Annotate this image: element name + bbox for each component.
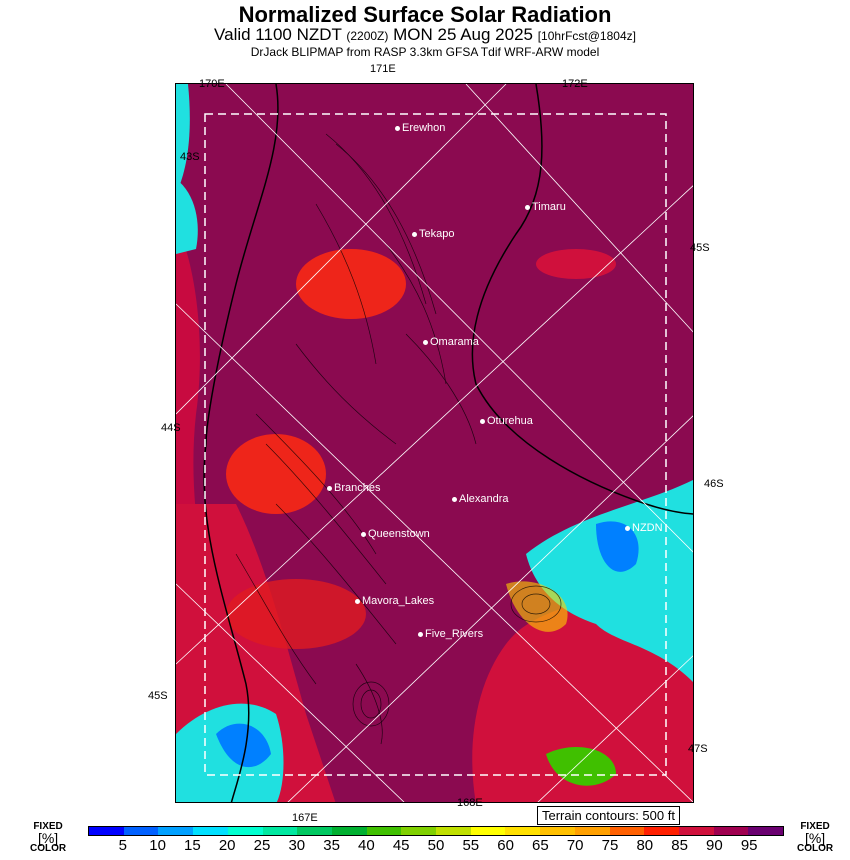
solar-radiation-map (176, 84, 694, 803)
color-swatch (263, 827, 298, 835)
town-marker (480, 415, 533, 427)
town-dot (327, 486, 332, 491)
color-text: COLOR (30, 843, 67, 854)
color-swatch (436, 827, 471, 835)
color-scale-bar (88, 826, 784, 836)
high-patch (536, 249, 616, 279)
lon-label-171e: 171E (370, 63, 396, 75)
percent-unit: [%] (37, 830, 59, 846)
town-marker (412, 228, 454, 240)
color-scale-tick-label: 50 (427, 837, 445, 854)
color-scale-tick-label: 25 (253, 837, 271, 854)
lat-label-47s: 47S (688, 743, 708, 755)
town-dot (361, 532, 366, 537)
town-label: Timaru (532, 201, 566, 213)
lon-label-168e: 168E (457, 797, 483, 809)
town-label: Oturehua (487, 415, 533, 427)
town-label: Erewhon (402, 122, 446, 134)
high-patch (226, 579, 366, 649)
color-swatch (367, 827, 402, 835)
color-swatch (505, 827, 540, 835)
town-marker (327, 482, 380, 494)
town-marker (355, 595, 434, 607)
lon-label-172e: 172E (562, 78, 588, 90)
color-scale-tick-label: 20 (218, 837, 236, 854)
color-swatch (228, 827, 263, 835)
color-scale-tick-label: 85 (671, 837, 688, 854)
town-label: Queenstown (368, 528, 430, 540)
high-patch (226, 434, 326, 514)
color-swatch (540, 827, 575, 835)
town-label: Mavora_Lakes (362, 595, 435, 607)
lon-label-170e: 170E (199, 78, 225, 90)
town-dot (423, 340, 428, 345)
color-swatch (575, 827, 610, 835)
color-scale-tick-label: 40 (358, 837, 375, 854)
valid-date: MON 25 Aug 2025 (393, 25, 533, 44)
color-scale-tick-label: 95 (740, 837, 758, 854)
color-scale-tick-label: 80 (636, 837, 654, 854)
valid-time: Valid 1100 NZDT (214, 25, 342, 44)
lat-label-45s-left: 45S (148, 690, 168, 702)
color-scale-tick-label: 55 (462, 837, 480, 854)
color-swatch (158, 827, 193, 835)
color-scale-tick-label: 60 (497, 837, 514, 854)
color-swatch (714, 827, 749, 835)
color-scale-tick-label: 30 (288, 837, 306, 854)
color-scale-tick-label: 65 (532, 837, 549, 854)
lat-label-44s: 44S (161, 422, 181, 434)
percent-unit: [%] (804, 830, 826, 846)
color-swatch (644, 827, 679, 835)
town-label: Omarama (430, 336, 479, 348)
town-marker (525, 201, 566, 213)
color-swatch (679, 827, 714, 835)
lat-label-45s-right: 45S (690, 242, 710, 254)
utc-time: (2200Z) (346, 29, 389, 43)
color-scale-tick-label: 45 (392, 837, 410, 854)
lat-label-43s: 43S (180, 151, 200, 163)
town-dot (625, 526, 630, 531)
color-text: COLOR (797, 843, 834, 854)
color-swatch (89, 827, 124, 835)
town-marker (625, 522, 663, 534)
color-swatch (471, 827, 506, 835)
town-label: Branches (334, 482, 381, 494)
town-dot (452, 497, 457, 502)
color-scale-tick-label: 5 (118, 837, 127, 854)
color-swatch (401, 827, 436, 835)
color-swatch (124, 827, 159, 835)
town-marker (418, 628, 483, 640)
town-dot (525, 205, 530, 210)
terrain-contour-note: Terrain contours: 500 ft (537, 806, 680, 825)
color-scale-tick-label: 15 (184, 837, 201, 854)
town-dot (355, 599, 360, 604)
town-marker (361, 528, 430, 540)
high-patch (296, 249, 406, 319)
legend-right-label (797, 822, 833, 854)
lat-label-46s: 46S (704, 478, 724, 490)
town-dot (412, 232, 417, 237)
color-scale-tick-label: 90 (706, 837, 723, 854)
color-swatch (748, 827, 783, 835)
color-scale-tick-label: 70 (566, 837, 584, 854)
color-scale-tick-label: 75 (601, 837, 619, 854)
valid-time-line (0, 25, 850, 45)
model-description: DrJack BLIPMAP from RASP 3.3km GFSA Tdif WRF-ARW model (250, 45, 600, 59)
town-label: Tekapo (419, 228, 455, 240)
town-label: Five_Rivers (425, 628, 484, 640)
color-swatch (332, 827, 367, 835)
town-marker (452, 493, 509, 505)
color-scale-tick-label: 10 (149, 837, 166, 854)
town-label: Alexandra (459, 493, 509, 505)
forecast-info: [10hrFcst@1804z] (537, 29, 636, 43)
town-marker (395, 122, 445, 134)
map-panel (175, 83, 694, 803)
color-swatch (297, 827, 332, 835)
fixed-text: FIXED (33, 821, 63, 832)
color-swatch (193, 827, 228, 835)
fixed-text: FIXED (800, 821, 830, 832)
town-dot (395, 126, 400, 131)
map-title: Normalized Surface Solar Radiation (238, 2, 612, 27)
town-dot (480, 419, 485, 424)
town-dot (418, 632, 423, 637)
color-swatch (610, 827, 645, 835)
legend-left-label (30, 822, 66, 854)
lon-label-167e: 167E (292, 812, 318, 824)
town-label: NZDN (632, 522, 663, 534)
town-marker (423, 336, 479, 348)
color-scale-tick-label: 35 (323, 837, 340, 854)
